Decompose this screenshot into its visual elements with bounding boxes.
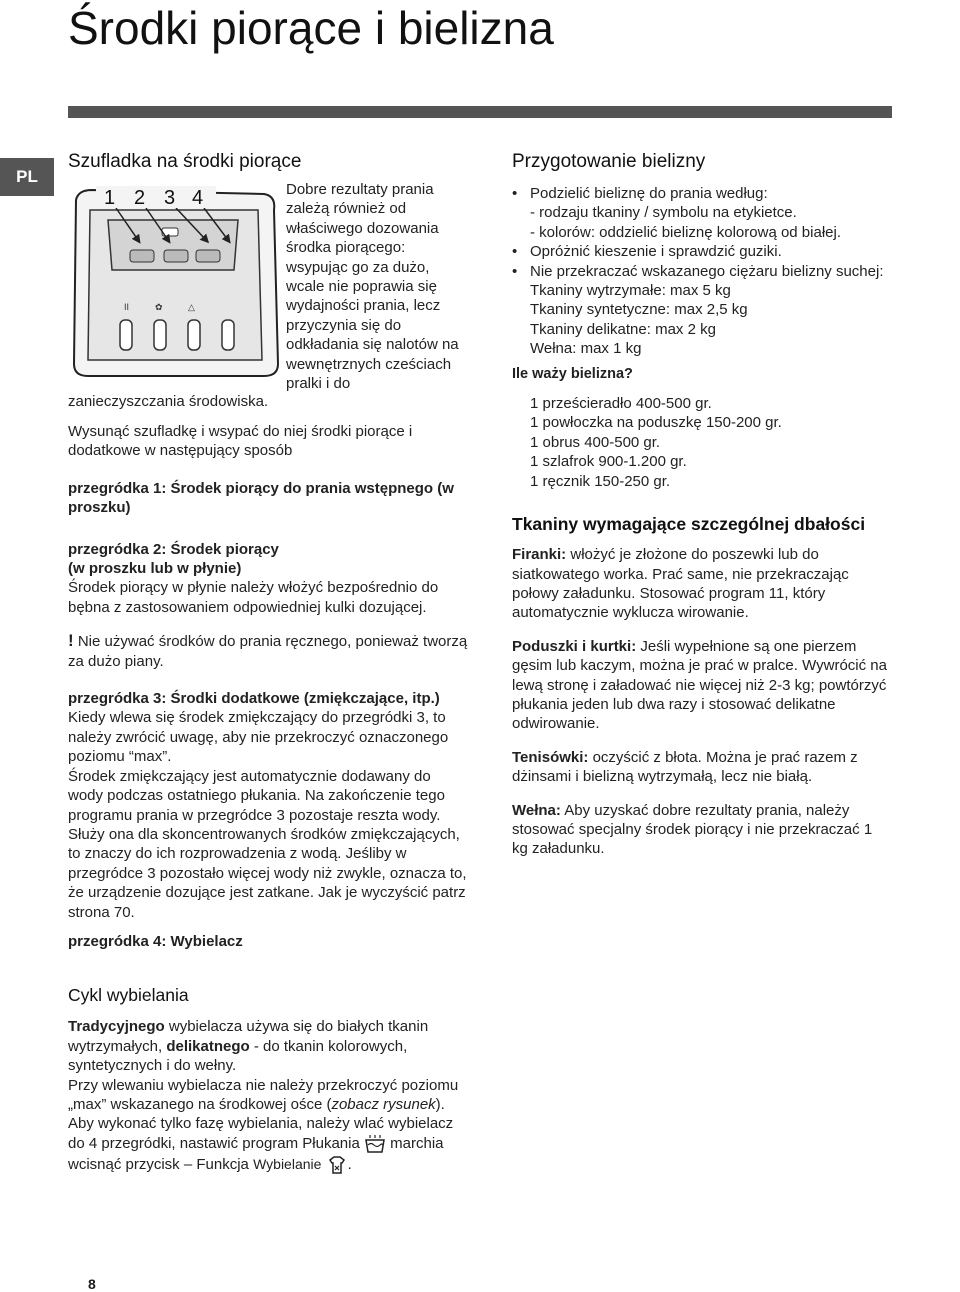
prep-list xyxy=(512,184,892,359)
wool-label: Wełna: xyxy=(512,801,561,819)
rinse-icon xyxy=(364,1134,386,1154)
bleach-function-icon xyxy=(326,1154,348,1176)
list-item xyxy=(512,184,892,242)
page-number: 8 xyxy=(88,1276,96,1292)
curtains-paragraph xyxy=(512,545,892,623)
right-column xyxy=(512,150,892,859)
load-limit-2: Tkaniny syntetyczne: max 2,5 kg xyxy=(530,301,748,319)
sneakers-label: Tenisówki: xyxy=(512,748,589,766)
left-column xyxy=(68,150,468,1176)
compartment-3-text-1: Kiedy wlewa się środek zmiękczający do przegródki 3, to należy zwrócić uwagę, aby nie przekroczyć oznaczonego poziomu “max”. xyxy=(68,709,449,766)
svg-text:II: II xyxy=(124,302,130,312)
list-item xyxy=(512,242,892,261)
prep-bullet-1-sub-2: - kolorów: oddzielić bieliznę kolorową od białej. xyxy=(530,223,841,241)
special-care-heading: Tkaniny wymagające szczególnej dbałości xyxy=(512,514,866,535)
drawer-figure-block xyxy=(68,180,468,412)
weight-list xyxy=(512,394,892,491)
bleach-p2-text-b: ). xyxy=(435,1095,445,1113)
bleach-p3-text-a: Aby wykonać tylko fazę wybielania, należy wlać wybielacz do 4 przegródki, nastawić program Płukania xyxy=(68,1115,454,1152)
wool-text: Aby uzyskać dobre rezultaty prania, należy stosować specjalny środek piorący i nie przekraczać 1 kg załadunku. xyxy=(512,801,873,858)
pillows-text: Jeśli wypełnione są one pierzem gęsim lub kaczym, można je prać w pralce. Wywrócić na lewą stronę i załadować nie więcej niż 2-3 kg; powtórzyć płukania jeden lub dwa razy i stosować delikatne odwirowanie. xyxy=(512,637,887,733)
bleach-p3-end: . xyxy=(347,1155,352,1173)
compartment-3-text-2: Środek zmiękczający jest automatycznie dodawany do wody podczas ostatniego płukania. Na zakończenie tego programu prania w przegródce 3 pozostaje reszta wody. Służy ona dla skoncentrowanych środków zmiękczających, to znaczy do ich rozprowadzenia z wodą. Jeśliby w przegródce 3 pozostało więcej wody niż zwykle, oznacza to, że urządzenie dozujące jest zatkane. Jak je wyczyścić patrz strona 70. xyxy=(68,767,467,921)
warning-text-block xyxy=(68,631,468,671)
warning-icon: ! xyxy=(68,631,74,651)
wool-paragraph xyxy=(512,801,892,859)
load-limit-4: Wełna: max 1 kg xyxy=(530,340,642,358)
weight-item-2: 1 powłoczka na poduszkę 150-200 gr. xyxy=(530,414,782,432)
pillows-label: Poduszki i kurtki: xyxy=(512,637,637,655)
sneakers-paragraph xyxy=(512,748,892,787)
intro-text-tail: zanieczyszczania środowiska. xyxy=(68,393,269,410)
bleach-traditional-label: Tradycyjnego xyxy=(68,1018,165,1036)
bleach-p3-text-b: marchia wcisnąć przycisk – Funkcja xyxy=(68,1134,444,1173)
compartment-2-text: Środek piorący w płynie należy włożyć bezpośrednio do bębna z zastosowaniem odpowiedniej kulki dozującej. xyxy=(68,579,439,616)
intro-text: Dobre rezultaty prania zależą również od właściwego dozowania środka piorącego: wsypując go za dużo, wcale nie poprawia się wydajności prania, lecz przyczynia się do odkładania się nalotów na wewnętrznych cześciach pralki i do xyxy=(286,181,459,393)
bleach-heading: Cykl wybielania xyxy=(68,985,189,1006)
detergent-drawer-illustration xyxy=(68,180,282,386)
pillows-paragraph xyxy=(512,637,892,734)
weight-item-5: 1 ręcznik 150-250 gr. xyxy=(530,472,671,490)
page-title: Środki piorące i bielizna xyxy=(68,2,554,54)
figure-label-2: 2 xyxy=(134,187,146,209)
figure-label-4: 4 xyxy=(192,187,204,209)
bleach-delicate-label: delikatnego xyxy=(166,1037,250,1055)
instructions-text: Wysunąć szufladkę i wsypać do niej środki piorące i dodatkowe w następujący sposób xyxy=(68,423,413,460)
prep-bullet-1: Podzielić bieliznę do prania według: xyxy=(530,185,768,202)
warning-text: Nie używać środków do prania ręcznego, ponieważ tworzą za dużo piany. xyxy=(68,633,468,670)
weight-item-3: 1 obrus 400-500 gr. xyxy=(530,433,661,451)
compartment-2-sublabel: (w proszku lub w płynie) xyxy=(68,560,242,578)
compartment-2-label: przegródka 2: Środek piorący xyxy=(68,540,279,558)
bleach-p1-text-a: wybielacza używa się do białych tkanin wytrzymałych, xyxy=(68,1018,429,1055)
bleach-p2-italic: zobacz rysunek xyxy=(331,1095,436,1113)
prep-bullet-1-sub-1: - rodzaju tkaniny / symbolu na etykietce. xyxy=(530,204,797,222)
bleach-p1-text-b: - do tkanin kolorowych, syntetycznych i do wełny. xyxy=(68,1037,408,1075)
bleach-paragraph-3 xyxy=(68,1114,468,1175)
bleach-p3-function-name: Wybielanie xyxy=(253,1155,322,1172)
compartment-3-label: przegródka 3: Środki dodatkowe (zmiękczające, itp.) xyxy=(68,690,440,708)
figure-label-3: 3 xyxy=(164,187,176,209)
bleach-p2-text-a: Przy wlewaniu wybielacza nie należy przekroczyć poziomu „max” wskazanego na środkowej ośce ( xyxy=(68,1076,459,1113)
curtains-label: Firanki: xyxy=(512,546,567,564)
compartment-4-label: przegródka 4: Wybielacz xyxy=(68,932,243,950)
prep-bullet-3: Nie przekraczać wskazanego ciężaru bielizny suchej: xyxy=(530,262,884,280)
prep-heading: Przygotowanie bielizny xyxy=(512,151,706,172)
figure-label-1: 1 xyxy=(104,187,116,209)
drawer-heading: Szufladka na środki piorące xyxy=(68,151,302,172)
sneakers-text: oczyścić z błota. Można je prać razem z dżinsami i bielizną wytrzymałą, lecz nie białą. xyxy=(512,748,858,786)
prep-bullet-2: Opróżnić kieszenie i sprawdzić guziki. xyxy=(530,243,782,261)
weight-heading: Ile waży bielizna? xyxy=(512,365,633,382)
language-tab: PL xyxy=(0,158,54,196)
list-item xyxy=(512,262,892,359)
title-rule xyxy=(68,106,892,118)
compartment-1-label: przegródka 1: Środek piorący do prania wstępnego (w proszku) xyxy=(68,479,454,517)
load-limit-1: Tkaniny wytrzymałe: max 5 kg xyxy=(530,282,731,300)
svg-text:△: △ xyxy=(188,302,195,312)
bleach-paragraph-1 xyxy=(68,1017,468,1075)
load-limit-3: Tkaniny delikatne: max 2 kg xyxy=(530,320,716,338)
curtains-text: włożyć je złożone do poszewki lub do siatkowatego worka. Prać same, nie przekraczając połowy załadunku. Stosować program 11, który automatycznie wyklucza wirowanie. xyxy=(512,546,849,622)
svg-text:✿: ✿ xyxy=(155,302,163,312)
bleach-paragraph-2 xyxy=(68,1076,468,1115)
weight-item-1: 1 prześcieradło 400-500 gr. xyxy=(530,395,712,413)
weight-item-4: 1 szlafrok 900-1.200 gr. xyxy=(530,453,687,471)
